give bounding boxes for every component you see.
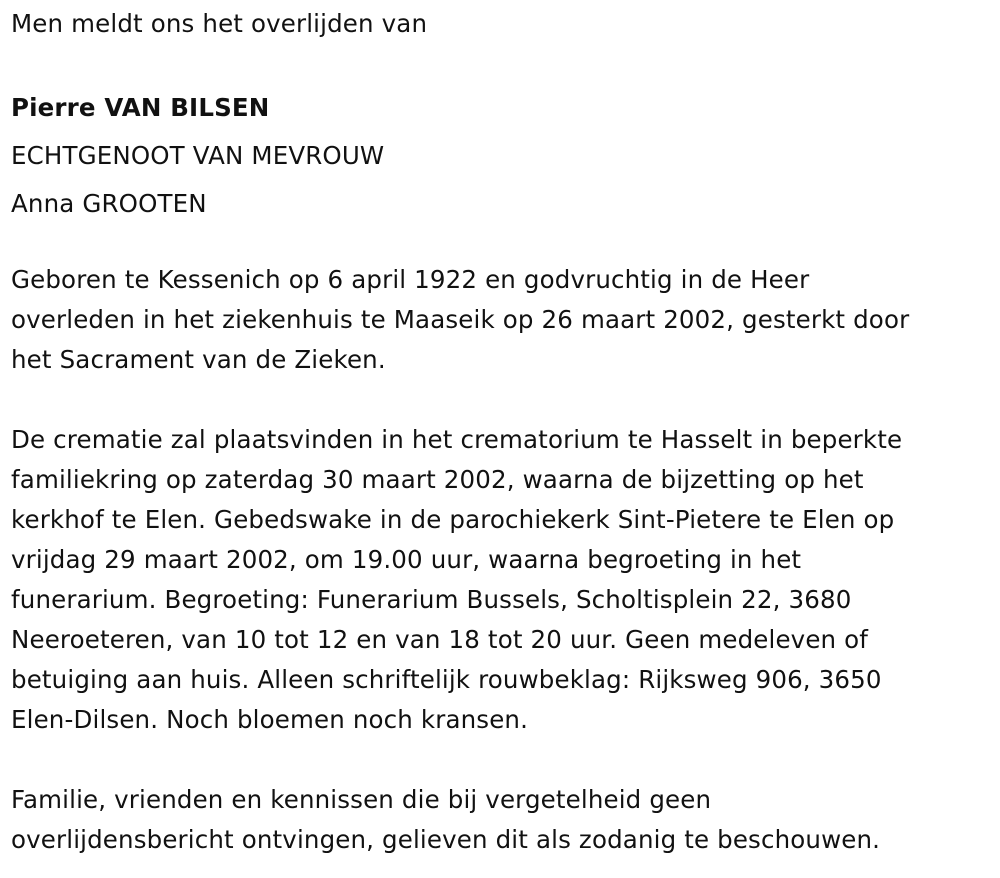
paragraph-line: Neeroeteren, van 10 tot 12 en van 18 tot 20 uur. Geen medeleven of xyxy=(11,625,869,654)
intro-text: Men meldt ons het overlijden van xyxy=(11,9,428,38)
notice-paragraph xyxy=(11,780,986,860)
deceased-name: Pierre VAN BILSEN xyxy=(11,93,270,122)
paragraph-line: overlijdensbericht ontvingen, gelieven dit als zodanig te beschouwen. xyxy=(11,825,881,854)
paragraph-line: Elen-Dilsen. Noch bloemen noch kransen. xyxy=(11,705,529,734)
spacer xyxy=(11,44,986,84)
spacer xyxy=(11,740,986,780)
spacer xyxy=(11,228,986,260)
spacer xyxy=(11,380,986,420)
paragraph-line: Familie, vrienden en kennissen die bij vergetelheid geen xyxy=(11,785,712,814)
paragraph-line: funerarium. Begroeting: Funerarium Bussels, Scholtisplein 22, 3680 xyxy=(11,585,852,614)
paragraph-line: familiekring op zaterdag 30 maart 2002, waarna de bijzetting op het xyxy=(11,465,864,494)
paragraph-line: betuiging aan huis. Alleen schriftelijk rouwbeklag: Rijksweg 906, 3650 xyxy=(11,665,882,694)
deceased-block xyxy=(11,84,986,228)
paragraph-line: Geboren te Kessenich op 6 april 1922 en godvruchtig in de Heer xyxy=(11,265,810,294)
spouse-name: Anna GROOTEN xyxy=(11,189,207,218)
paragraph-line: kerkhof te Elen. Gebedswake in de parochiekerk Sint-Pietere te Elen op xyxy=(11,505,895,534)
deceased-relation: ECHTGENOOT VAN MEVROUW xyxy=(11,141,385,170)
paragraph-line: overleden in het ziekenhuis te Maaseik op 26 maart 2002, gesterkt door xyxy=(11,305,910,334)
paragraph-line: De crematie zal plaatsvinden in het crematorium te Hasselt in beperkte xyxy=(11,425,903,454)
ceremony-paragraph xyxy=(11,420,986,740)
birth-death-paragraph xyxy=(11,260,986,380)
paragraph-line: het Sacrament van de Zieken. xyxy=(11,345,386,374)
paragraph-line: vrijdag 29 maart 2002, om 19.00 uur, waarna begroeting in het xyxy=(11,545,802,574)
obituary-document xyxy=(11,4,986,860)
